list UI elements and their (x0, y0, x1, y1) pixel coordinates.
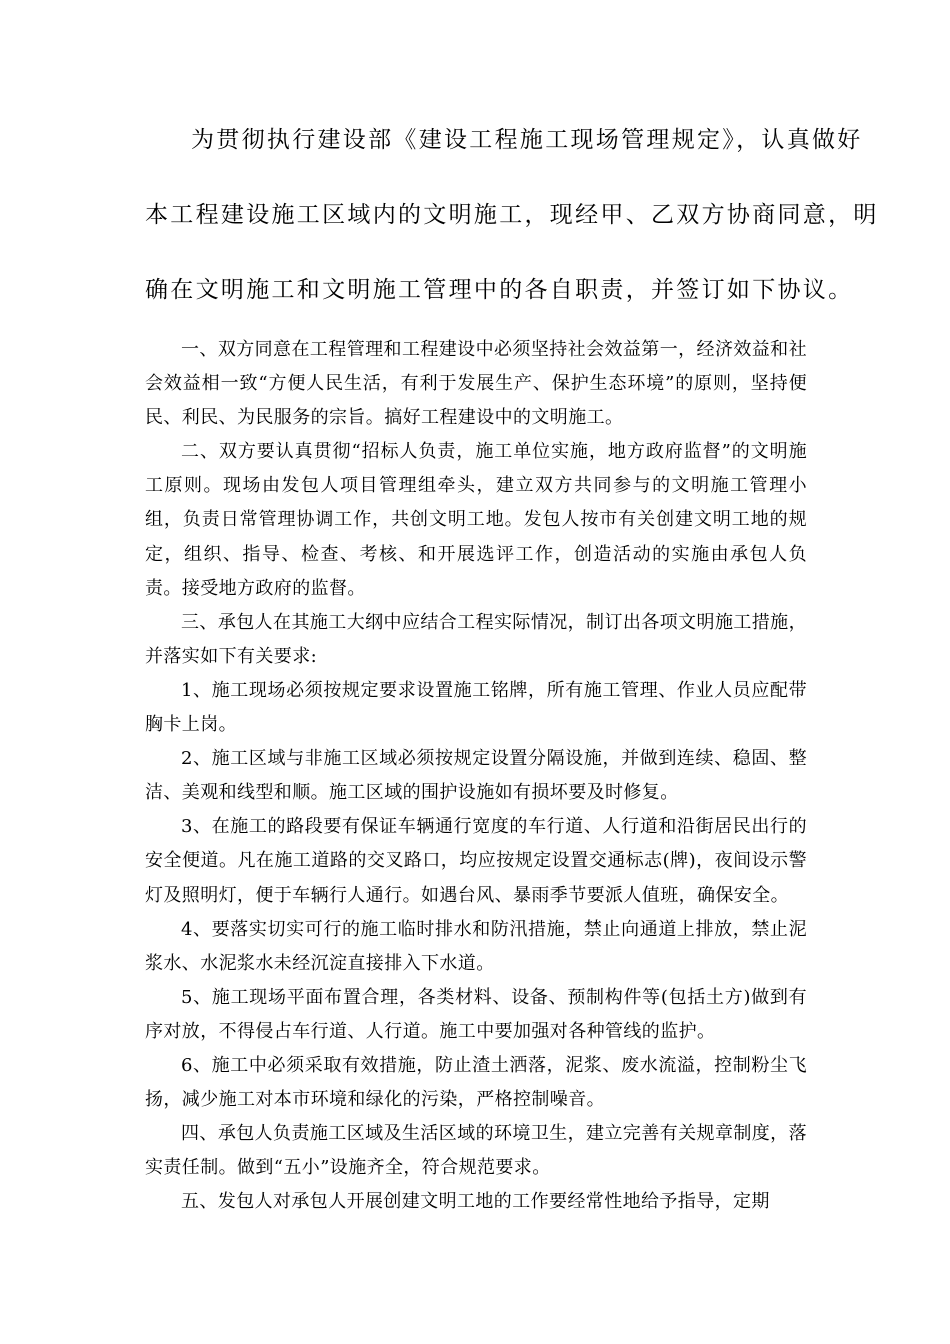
agreement-body (145, 333, 807, 1219)
clause-one: 一、双方同意在工程管理和工程建设中必须坚持社会效益第一，经济效益和社会效益相一致“方便人民生活，有利于发展生产、保护生态环境”的原则，坚持便民、利民、为民服务的宗旨。搞好工程建设中的文明施工。 (145, 339, 807, 429)
intro-block (145, 127, 879, 353)
intro-line: 确在文明施工和文明施工管理中的各自职责，并签订如下协议。 (145, 277, 854, 303)
clause-four: 四、承包人负责施工区域及生活区域的环境卫生，建立完善有关规章制度，落实责任制。做到“五小”设施齐全，符合规范要求。 (145, 1123, 807, 1179)
intro-line: 本工程建设施工区域内的文明施工，现经甲、乙双方协商同意，明 (145, 202, 879, 228)
clause-three-item-1: 1、施工现场必须按规定要求设置施工铭牌，所有施工管理、作业人员应配带胸卡上岗。 (145, 679, 807, 736)
clause-three-item-6: 6、施工中必须采取有效措施，防止渣土洒落，泥浆、废水流溢，控制粉尘飞扬，减少施工对本市环境和绿化的污染，严格控制噪音。 (145, 1054, 807, 1111)
clause-three-item-5: 5、施工现场平面布置合理，各类材料、设备、预制构件等(包括土方)做到有序对放，不得侵占车行道、人行道。施工中要加强对各种管线的监护。 (145, 986, 807, 1042)
clause-three-item-4: 4、要落实切实可行的施工临时排水和防汛措施，禁止向通道上排放，禁止泥浆水、水泥浆水未经沉淀直接排入下水道。 (145, 918, 807, 974)
clause-three-item-3: 3、在施工的路段要有保证车辆通行宽度的车行道、人行道和沿街居民出行的安全便道。凡在施工道路的交叉路口，均应按规定设置交通标志(牌)，夜间设示警灯及照明灯，便于车辆行人通行。如遇台风、暴雨季节要派人值班，确保安全。 (145, 816, 807, 906)
clause-three-item-2: 2、施工区域与非施工区域必须按规定设置分隔设施，并做到连续、稳固、整洁、美观和线型和顺。施工区域的围护设施如有损坏要及时修复。 (145, 748, 807, 804)
intro-line: 为贯彻执行建设部《建设工程施工现场管理规定》，认真做好 (191, 127, 863, 153)
clause-three: 三、承包人在其施工大纲中应结合工程实际情况，制订出各项文明施工措施，并落实如下有关要求: (145, 611, 807, 667)
clause-two: 二、双方要认真贯彻“招标人负责，施工单位实施，地方政府监督”的文明施工原则。现场由发包人项目管理组牵头，建立双方共同参与的文明施工管理小组，负责日常管理协调工作，共创文明工地。发包人按市有关创建文明工地的规定，组织、指导、检查、考核、和开展选评工作，创造活动的实施由承包人负责。接受地方政府的监督。 (145, 441, 807, 599)
clause-five: 五、发包人对承包人开展创建文明工地的工作要经常性地给予指导，定期 (181, 1191, 770, 1213)
